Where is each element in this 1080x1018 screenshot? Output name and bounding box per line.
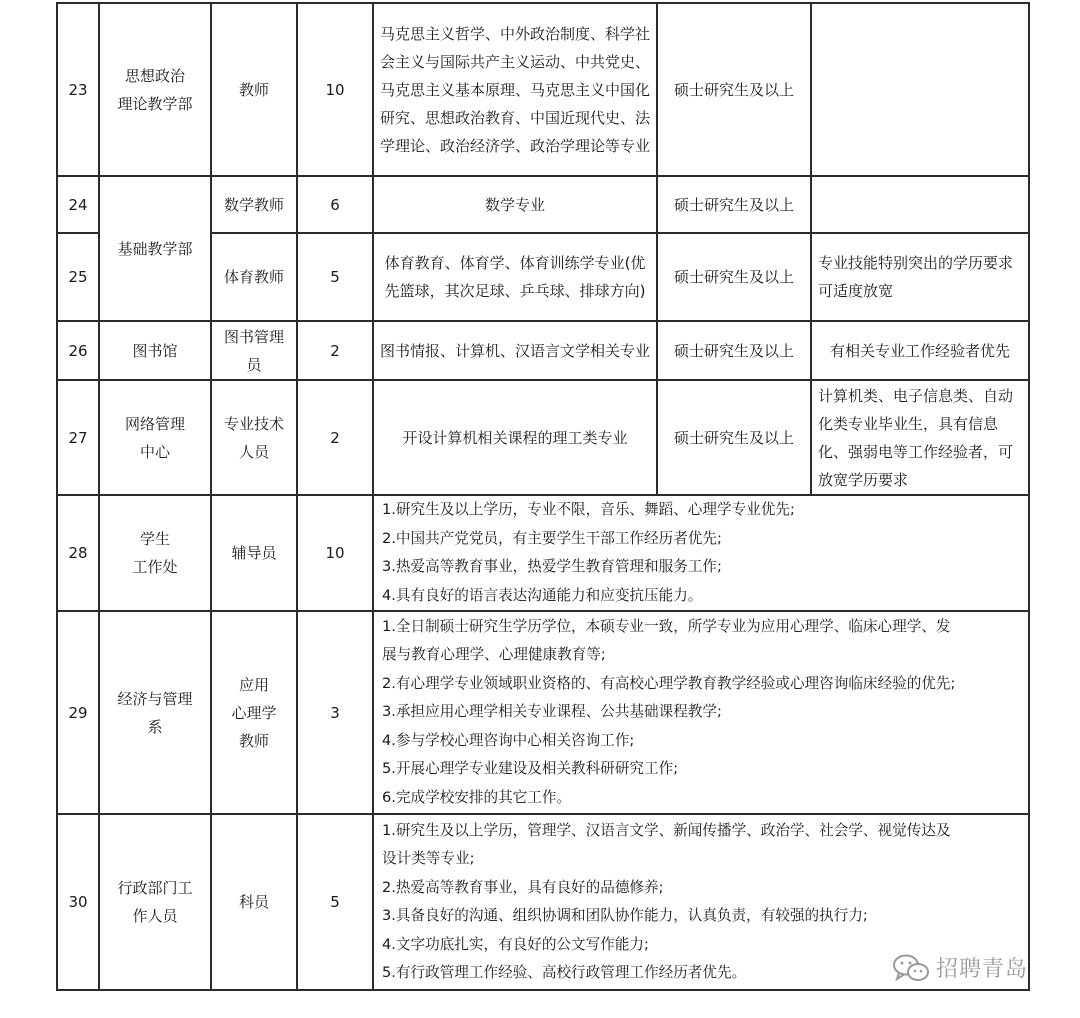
row-number: 27 <box>57 380 99 495</box>
requirement-line: 展与教育心理学、心理健康教育等; <box>382 646 606 664</box>
table-row <box>57 814 1029 990</box>
department-cell: 行政部门工 作人员 <box>99 814 211 990</box>
department-cell: 网络管理 中心 <box>99 380 211 495</box>
count-cell: 5 <box>297 233 373 321</box>
row-number: 28 <box>57 495 99 611</box>
requirement-line: 5.开展心理学专业建设及相关教科研研究工作; <box>382 760 679 778</box>
row-number: 29 <box>57 611 99 814</box>
count-cell: 3 <box>297 611 373 814</box>
requirements-cell <box>373 611 1029 814</box>
requirement-line: 1.研究生及以上学历，管理学、汉语言文学、新闻传播学、政治学、社会学、视觉传达及 <box>382 821 951 839</box>
table-row <box>57 380 1029 495</box>
row-number: 26 <box>57 321 99 380</box>
other-cell: 有相关专业工作经验者优先 <box>811 321 1029 380</box>
requirement-line: 6.完成学校安排的其它工作。 <box>382 788 572 806</box>
department-cell: 基础教学部 <box>99 176 211 321</box>
requirement-line: 3.具备良好的沟通、组织协调和团队协作能力，认真负责，有较强的执行力; <box>382 907 868 924</box>
requirement-line: 4.参与学校心理咨询中心相关咨询工作; <box>382 731 635 749</box>
requirement-line: 4.具有良好的语言表达沟通能力和应变抗压能力。 <box>382 586 703 604</box>
position-cell: 科员 <box>211 814 297 990</box>
requirement-line: 3.热爱高等教育事业，热爱学生教育管理和服务工作; <box>382 558 722 575</box>
position-cell: 应用 心理学 教师 <box>211 611 297 814</box>
requirements-cell <box>373 495 1029 611</box>
position-cell: 体育教师 <box>211 233 297 321</box>
major-cell: 体育教育、体育学、体育训练学专业(优先篮球，其次足球、乒乓球、排球方向) <box>373 233 657 321</box>
other-cell <box>811 176 1029 233</box>
department-cell: 学生 工作处 <box>99 495 211 611</box>
other-cell: 计算机类、电子信息类、自动化类专业毕业生，具有信息化、强弱电等工作经验者，可放宽学历要求 <box>811 380 1029 495</box>
position-cell: 教师 <box>211 3 297 176</box>
position-cell: 数学教师 <box>211 176 297 233</box>
education-cell: 硕士研究生及以上 <box>657 321 811 380</box>
requirement-line: 2.中国共产党党员，有主要学生干部工作经历者优先; <box>382 529 722 547</box>
position-cell: 图书管理员 <box>211 321 297 380</box>
education-cell: 硕士研究生及以上 <box>657 176 811 233</box>
requirement-line: 5.有行政管理工作经验、高校行政管理工作经历者优先。 <box>382 964 747 981</box>
major-cell: 开设计算机相关课程的理工类专业 <box>373 380 657 495</box>
position-cell: 专业技术 人员 <box>211 380 297 495</box>
department-cell: 经济与管理 系 <box>99 611 211 814</box>
recruitment-table <box>56 2 1030 991</box>
department-cell: 图书馆 <box>99 321 211 380</box>
major-cell: 数学专业 <box>373 176 657 233</box>
major-cell: 马克思主义哲学、中外政治制度、科学社会主义与国际共产主义运动、中共党史、马克思主义基本原理、马克思主义中国化研究、思想政治教育、中国近现代史、法学理论、政治经济学、政治学理论等专业 <box>373 3 657 176</box>
position-cell: 辅导员 <box>211 495 297 611</box>
row-number: 30 <box>57 814 99 990</box>
department-cell: 思想政治 理论教学部 <box>99 3 211 176</box>
other-cell: 专业技能特别突出的学历要求可适度放宽 <box>811 233 1029 321</box>
row-number: 24 <box>57 176 99 233</box>
requirement-line: 2.有心理学专业领域职业资格的、有高校心理学教育教学经验或心理咨询临床经验的优先; <box>382 674 956 692</box>
count-cell: 10 <box>297 3 373 176</box>
watermark-text: 招聘青岛 <box>936 957 1029 982</box>
requirement-line: 2.热爱高等教育事业，具有良好的品德修养; <box>382 878 664 896</box>
education-cell: 硕士研究生及以上 <box>657 380 811 495</box>
requirement-line: 3.承担应用心理学相关专业课程、公共基础课程教学; <box>382 703 722 721</box>
major-cell: 图书情报、计算机、汉语言文学相关专业 <box>373 321 657 380</box>
other-cell <box>811 3 1029 176</box>
education-cell: 硕士研究生及以上 <box>657 233 811 321</box>
requirement-line: 4.文字功底扎实，有良好的公文写作能力; <box>382 935 649 953</box>
requirement-line: 1.全日制硕士研究生学历学位，本硕专业一致，所学专业为应用心理学、临床心理学、发 <box>382 617 951 635</box>
row-number: 25 <box>57 233 99 321</box>
table-row <box>57 176 1029 233</box>
count-cell: 2 <box>297 321 373 380</box>
count-cell: 5 <box>297 814 373 990</box>
count-cell: 6 <box>297 176 373 233</box>
requirement-line: 设计类等专业; <box>382 850 475 867</box>
table-row <box>57 321 1029 380</box>
watermark <box>892 952 1028 983</box>
wechat-icon <box>892 953 930 983</box>
education-cell: 硕士研究生及以上 <box>657 3 811 176</box>
count-cell: 2 <box>297 380 373 495</box>
table-row <box>57 3 1029 176</box>
table-row <box>57 611 1029 814</box>
row-number: 23 <box>57 3 99 176</box>
count-cell: 10 <box>297 495 373 611</box>
table-row <box>57 495 1029 611</box>
requirement-line: 1.研究生及以上学历，专业不限，音乐、舞蹈、心理学专业优先; <box>382 501 795 518</box>
